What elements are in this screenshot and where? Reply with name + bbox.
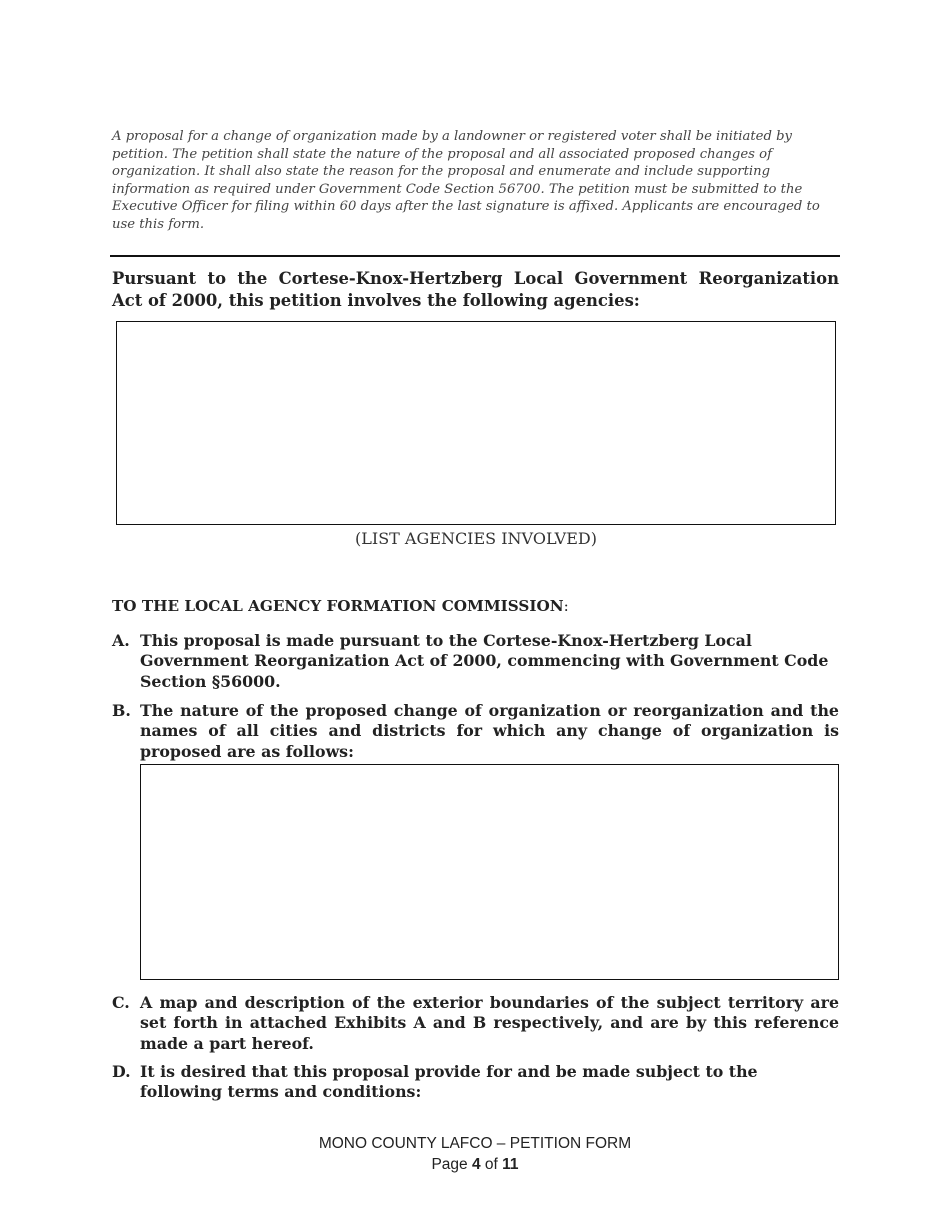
commission-heading [112,597,569,615]
item-letter: D. [112,1062,131,1081]
pursuant-statement: Pursuant to the Cortese-Knox-Hertzberg Local Government Reorganization Act of 2000, this petition involves the following agencies: [112,269,839,310]
page-total: 11 [502,1156,519,1173]
item-d [112,1062,839,1103]
item-text: A map and description of the exterior boundaries of the subject territory are set forth in attached Exhibits A and B respectively, and are by this reference made a part hereof. [140,993,839,1053]
item-c [112,993,839,1054]
page-footer [0,1133,950,1175]
section-divider [110,255,840,257]
agencies-input-box[interactable] [116,321,836,525]
commission-heading-colon: : [563,597,569,615]
nature-of-proposal-input-box[interactable] [140,764,839,980]
page-prefix: Page [431,1156,468,1173]
page-current: 4 [471,1156,481,1173]
item-letter: C. [112,993,130,1012]
item-letter: B. [112,701,131,720]
item-text: The nature of the proposed change of organization or reorganization and the names of all cities and districts for which any change of organization is proposed are as follows: [140,701,839,761]
agencies-caption: (LIST AGENCIES INVOLVED) [355,529,597,548]
page-of: of [484,1156,498,1173]
page-number [0,1154,950,1175]
item-text: This proposal is made pursuant to the Cortese-Knox-Hertzberg Local Government Reorganization Act of 2000, commencing with Government Code Section §56000. [140,631,829,691]
item-letter: A. [112,631,130,650]
item-text: It is desired that this proposal provide for and be made subject to the following terms and conditions: [140,1062,758,1102]
item-a [112,631,839,692]
item-b [112,701,839,762]
intro-instructions: A proposal for a change of organization made by a landowner or registered voter shall be initiated by petition. The petition shall state the nature of the proposal and all associated proposed changes of organization. It shall also state the reason for the proposal and enumerate and include supporting information as required under Government Code Section 56700. The petition must be submitted to the Executive Officer for filing within 60 days after the last signature is affixed. Applicants are encouraged to use this form. [112,129,820,232]
commission-heading-text: TO THE LOCAL AGENCY FORMATION COMMISSION [112,597,564,615]
footer-title: MONO COUNTY LAFCO – PETITION FORM [318,1135,632,1152]
